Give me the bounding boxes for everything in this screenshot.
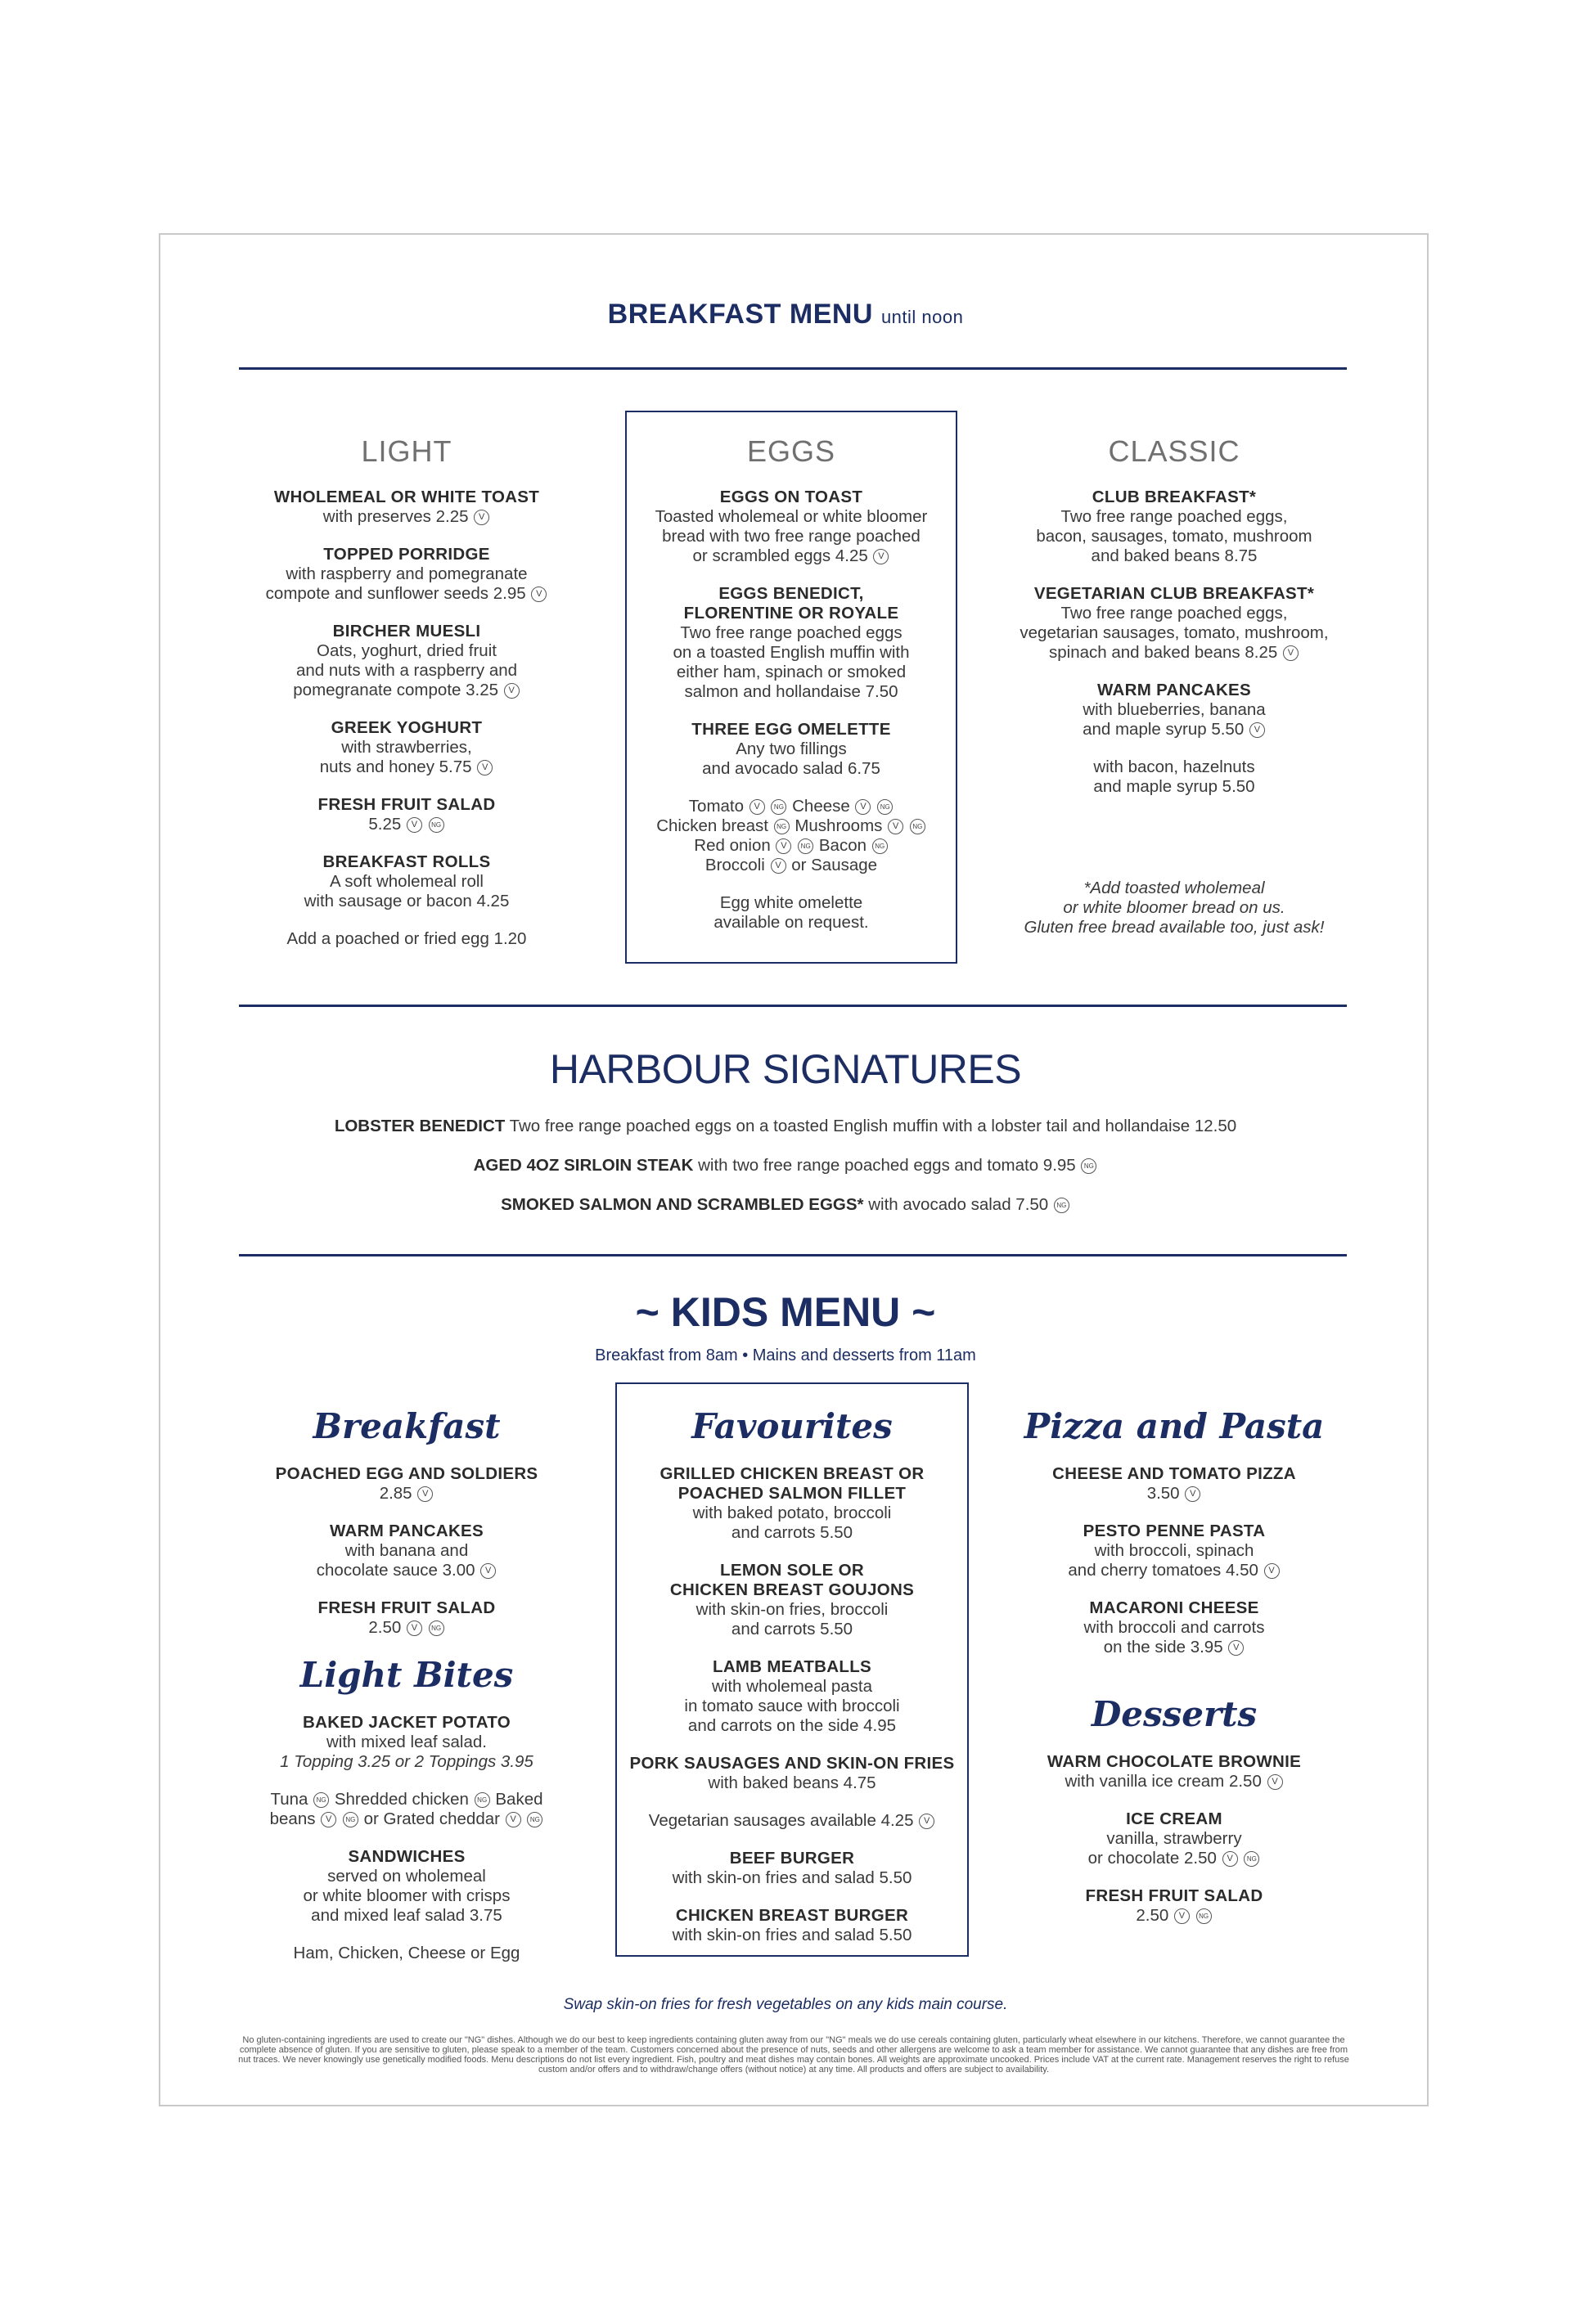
note-line: Gluten free bread available too, just ask!	[1024, 918, 1325, 937]
menu-item-name: VEGETARIAN CLUB BREAKFAST*	[1033, 584, 1315, 603]
menu-item	[617, 1811, 967, 1831]
menu-item	[998, 1598, 1350, 1657]
menu-item-name: PORK SAUSAGES AND SKIN-ON FRIES	[629, 1754, 955, 1773]
menu-item	[998, 757, 1350, 797]
menu-item-name: BIRCHER MUESLI	[332, 622, 481, 641]
vegetarian-icon: V	[506, 1812, 521, 1827]
menu-item	[998, 1809, 1350, 1868]
menu-item	[627, 488, 956, 566]
menu-item	[241, 1522, 573, 1580]
vegetarian-icon: V	[1174, 1908, 1190, 1924]
menu-item	[241, 1944, 573, 1963]
section-heading: Breakfast	[313, 1406, 501, 1446]
no-gluten-icon: NG	[1196, 1908, 1212, 1924]
menu-item	[241, 795, 573, 834]
menu-item-desc: with skin-on fries, broccoli	[695, 1600, 889, 1619]
menu-item-desc: with broccoli and carrots	[1083, 1618, 1265, 1637]
vegetarian-icon: V	[919, 1814, 934, 1829]
menu-item-desc: with vanilla ice cream 2.50 V	[998, 1772, 1350, 1791]
menu-item-desc: 2.85 V	[241, 1484, 573, 1504]
menu-item	[998, 1886, 1350, 1926]
vegetarian-icon: V	[1185, 1486, 1200, 1502]
no-gluten-icon: NG	[774, 819, 790, 834]
menu-item-desc: with skin-on fries and salad 5.50	[672, 1868, 912, 1887]
menu-item-desc: Tuna NG Shredded chicken NG Baked	[270, 1790, 543, 1809]
vegetarian-icon: V	[480, 1563, 496, 1579]
no-gluten-icon: NG	[475, 1792, 490, 1808]
menu-item-desc: pomegranate compote 3.25 V	[241, 681, 573, 700]
menu-item-name: EGGS ON TOAST	[719, 488, 863, 506]
menu-item-desc: or white bloomer with crisps	[303, 1886, 511, 1905]
menu-item-desc: Two free range poached eggs,	[1060, 507, 1288, 526]
menu-item-desc: Any two fillings	[736, 739, 847, 758]
menu-item-desc: or scrambled eggs 4.25 V	[627, 546, 956, 566]
vegetarian-icon: V	[855, 799, 871, 815]
menu-item-name: WHOLEMEAL OR WHITE TOAST	[273, 488, 540, 506]
menu-item	[241, 929, 573, 949]
menu-item-desc: on the side 3.95 V	[998, 1638, 1350, 1657]
signatures-title: HARBOUR SIGNATURES	[549, 1046, 1022, 1092]
signature-desc: with avocado salad 7.50 NG	[868, 1195, 1070, 1214]
menu-item-name: CHEESE AND TOMATO PIZZA	[1052, 1464, 1296, 1483]
menu-item-name: LEMON SOLE OR	[720, 1561, 864, 1580]
signature-name: LOBSTER BENEDICT	[334, 1117, 506, 1135]
section-heading: Favourites	[691, 1406, 893, 1446]
menu-item	[998, 681, 1350, 739]
menu-item	[998, 1464, 1350, 1504]
no-gluten-icon: NG	[527, 1812, 542, 1827]
menu-item	[617, 1754, 967, 1793]
section-heading: LIGHT	[361, 434, 452, 468]
menu-item	[617, 1561, 967, 1639]
menu-item-desc: Ham, Chicken, Cheese or Egg	[293, 1944, 520, 1962]
menu-item-desc: or chocolate 2.50 V NG	[998, 1849, 1350, 1868]
menu-item-name: GRILLED CHICKEN BREAST OR	[659, 1464, 925, 1483]
vegetarian-icon: V	[321, 1812, 336, 1827]
menu-item-name: BAKED JACKET POTATO	[303, 1713, 511, 1732]
menu-item-desc: with banana and	[344, 1541, 469, 1560]
menu-item-desc: Two free range poached eggs	[680, 623, 903, 642]
signature-name: AGED 4OZ SIRLOIN STEAK	[473, 1156, 694, 1175]
kids-light-bites-column	[241, 1654, 573, 1981]
signature-name: SMOKED SALMON AND SCRAMBLED EGGS*	[501, 1195, 864, 1214]
menu-item-desc: Chicken breast NG Mushrooms V NG	[627, 816, 956, 836]
note-line: *Add toasted wholemeal	[1083, 879, 1265, 897]
allergen-fine-print: No gluten-containing ingredients are used to create our "NG" dishes. Although we do our best to keep ingredients containing gluten away from our "NG" meals we do use cereals containing gluten, particularly wheat elsewhere in our kitchens. Therefore, we cannot guarantee the complete absence of gluten. If you are sensitive to gluten, please speak to a member of the team. Customers concerned about the presence of nuts, seeds and other allergens are welcome to ask a team member for assistance. We cannot guarantee that any dishes are free from nut traces. We never knowingly use genetically modified foods. Menu descriptions do not list every ingredient. Fish, poultry and meat dishes may contain bones. All weights are approximate uncooked. Prices include VAT at the current rate. Management reserves the right to refuse custom and/or offers and to withdraw/change offers (without notice) at any time. All products and offers are subject to availability.	[238, 2035, 1349, 2075]
menu-item-desc: and carrots 5.50	[731, 1523, 853, 1542]
vegetarian-icon: V	[417, 1486, 433, 1502]
no-gluten-icon: NG	[910, 819, 925, 834]
menu-item-desc: Vegetarian sausages available 4.25 V	[617, 1811, 967, 1831]
menu-item-desc: with strawberries,	[341, 738, 472, 757]
classic-bread-note	[998, 879, 1350, 937]
menu-item	[241, 488, 573, 527]
menu-item-desc: and baked beans 8.75	[1091, 546, 1258, 565]
menu-item-name: GREEK YOGHURT	[331, 718, 483, 737]
no-gluten-icon: NG	[877, 799, 893, 815]
vegetarian-icon: V	[1228, 1640, 1244, 1656]
menu-item	[241, 1790, 573, 1829]
vegetarian-icon: V	[407, 1621, 422, 1636]
menu-item-name: FRESH FRUIT SALAD	[317, 1598, 496, 1617]
menu-item-desc: vanilla, strawberry	[1106, 1829, 1242, 1848]
menu-item-desc: bread with two free range poached	[662, 527, 921, 546]
menu-item-name: WARM PANCAKES	[1096, 681, 1252, 699]
menu-item-desc: and carrots on the side 4.95	[687, 1716, 897, 1735]
signature-salmon	[0, 1195, 1571, 1215]
menu-item-desc: on a toasted English muffin with	[673, 643, 910, 662]
no-gluten-icon: NG	[313, 1792, 329, 1808]
menu-item-name: MACARONI CHEESE	[1089, 1598, 1259, 1617]
no-gluten-icon: NG	[429, 817, 444, 833]
menu-item-name: POACHED EGG AND SOLDIERS	[275, 1464, 538, 1483]
breakfast-subtitle: until noon	[880, 307, 964, 327]
kids-desserts-column	[998, 1693, 1350, 1944]
vegetarian-icon: V	[1264, 1563, 1280, 1579]
breakfast-menu-title	[0, 299, 1571, 330]
divider-kids	[239, 1254, 1347, 1256]
menu-item-desc: and maple syrup 5.50 V	[998, 720, 1350, 739]
section-heading: EGGS	[746, 434, 836, 468]
menu-item-name: BEEF BURGER	[729, 1849, 855, 1868]
no-gluten-icon: NG	[343, 1812, 358, 1827]
signature-steak	[0, 1156, 1571, 1175]
menu-item-name: CLUB BREAKFAST*	[1092, 488, 1257, 506]
signature-desc: Two free range poached eggs on a toasted English muffin with a lobster tail and hollandaise 12.50	[509, 1117, 1237, 1135]
menu-item-desc: and mixed leaf salad 3.75	[311, 1906, 502, 1925]
menu-item-desc: with blueberries, banana	[1083, 700, 1266, 719]
no-gluten-icon: NG	[1244, 1851, 1259, 1867]
menu-item-name: POACHED SALMON FILLET	[677, 1484, 907, 1503]
menu-item-desc: and cherry tomatoes 4.50 V	[998, 1561, 1350, 1580]
menu-item	[627, 797, 956, 875]
menu-item	[617, 1906, 967, 1945]
menu-item	[998, 584, 1350, 663]
divider-middle	[239, 1005, 1347, 1007]
menu-item-desc: and maple syrup 5.50	[1093, 777, 1255, 796]
menu-item	[241, 545, 573, 604]
menu-item	[241, 852, 573, 911]
menu-item	[241, 1598, 573, 1638]
menu-item	[998, 1752, 1350, 1791]
menu-item-name: FRESH FRUIT SALAD	[317, 795, 496, 814]
vegetarian-icon: V	[474, 510, 489, 525]
menu-item-desc: Toasted wholemeal or white bloomer	[655, 507, 928, 526]
menu-item	[617, 1849, 967, 1888]
menu-item-desc: spinach and baked beans 8.25 V	[998, 643, 1350, 663]
menu-item-desc: in tomato sauce with broccoli	[684, 1697, 900, 1715]
menu-item-name: THREE EGG OMELETTE	[691, 720, 891, 739]
menu-item	[617, 1657, 967, 1736]
menu-item-desc: beans V NG or Grated cheddar V NG	[241, 1809, 573, 1829]
menu-item-desc: with baked beans 4.75	[708, 1773, 876, 1792]
menu-item-name: FLORENTINE OR ROYALE	[683, 604, 899, 623]
menu-item-desc: Oats, yoghurt, dried fruit	[317, 641, 497, 660]
menu-item-desc: Egg white omelette	[719, 893, 863, 912]
menu-item	[241, 718, 573, 777]
menu-item-desc: with raspberry and pomegranate	[286, 564, 528, 583]
menu-item-desc: Add a poached or fried egg 1.20	[286, 929, 527, 948]
kids-favourites-column	[617, 1405, 967, 1963]
menu-item-desc: with baked potato, broccoli	[692, 1504, 892, 1522]
vegetarian-icon: V	[407, 817, 422, 833]
signature-desc: with two free range poached eggs and tomato 9.95 NG	[698, 1156, 1097, 1175]
menu-item-desc: with sausage or bacon 4.25	[304, 892, 510, 910]
menu-item	[617, 1464, 967, 1543]
menu-item-name: WARM PANCAKES	[329, 1522, 484, 1540]
swap-fries-note: Swap skin-on fries for fresh vegetables on any kids main course.	[563, 1996, 1008, 2013]
section-heading: CLASSIC	[1108, 434, 1240, 468]
menu-item-name: CHICKEN BREAST GOUJONS	[669, 1580, 915, 1599]
menu-item-name: BREAKFAST ROLLS	[322, 852, 491, 871]
menu-item-desc: with preserves 2.25 V	[241, 507, 573, 527]
no-gluten-icon: NG	[872, 838, 888, 854]
menu-item-desc: bacon, sausages, tomato, mushroom	[1036, 527, 1312, 546]
menu-item-desc: chocolate sauce 3.00 V	[241, 1561, 573, 1580]
note-line: or white bloomer bread on us.	[1063, 898, 1285, 917]
menu-item	[241, 1713, 573, 1772]
menu-item-name: CHICKEN BREAST BURGER	[675, 1906, 909, 1925]
menu-item-desc: and nuts with a raspberry and	[295, 661, 518, 680]
classic-column	[998, 435, 1350, 815]
menu-item-name: ICE CREAM	[1126, 1809, 1222, 1828]
vegetarian-icon: V	[749, 799, 765, 815]
vegetarian-icon: V	[1267, 1774, 1283, 1790]
menu-item-name: SANDWICHES	[348, 1847, 466, 1866]
vegetarian-icon: V	[504, 683, 520, 699]
no-gluten-icon: NG	[429, 1621, 444, 1636]
vegetarian-icon: V	[1222, 1851, 1238, 1867]
vegetarian-icon: V	[776, 838, 791, 854]
menu-item	[627, 893, 956, 933]
menu-item	[998, 488, 1350, 566]
menu-item-desc: Red onion V NG Bacon NG	[627, 836, 956, 856]
menu-item	[998, 1522, 1350, 1580]
menu-item-price-options: 1 Topping 3.25 or 2 Toppings 3.95	[280, 1752, 533, 1771]
divider-top	[239, 367, 1347, 370]
no-gluten-icon: NG	[771, 799, 786, 815]
menu-item-desc: salmon and hollandaise 7.50	[684, 682, 898, 701]
menu-item-desc: 2.50 V NG	[241, 1618, 573, 1638]
light-column	[241, 435, 573, 967]
menu-item-desc: 2.50 V NG	[998, 1906, 1350, 1926]
menu-item-desc: 3.50 V	[998, 1484, 1350, 1504]
menu-item-name: WARM CHOCOLATE BROWNIE	[1047, 1752, 1302, 1771]
menu-item	[627, 720, 956, 779]
menu-item-desc: with wholemeal pasta	[712, 1677, 872, 1696]
menu-item	[241, 622, 573, 700]
menu-item-desc: Tomato V NG Cheese V NG	[627, 797, 956, 816]
signature-lobster	[0, 1117, 1571, 1136]
no-gluten-icon: NG	[1081, 1158, 1096, 1174]
menu-item-desc: vegetarian sausages, tomato, mushroom,	[1020, 623, 1329, 642]
menu-item-name: LAMB MEATBALLS	[713, 1657, 871, 1676]
kids-menu-subtitle: Breakfast from 8am • Mains and desserts from 11am	[595, 1346, 976, 1364]
vegetarian-icon: V	[771, 858, 786, 874]
menu-item-desc: with mixed leaf salad.	[326, 1733, 487, 1751]
kids-pizza-column	[998, 1405, 1350, 1675]
menu-item-desc: with broccoli, spinach	[1094, 1541, 1254, 1560]
menu-item-desc: with bacon, hazelnuts	[1093, 757, 1255, 776]
vegetarian-icon: V	[1249, 722, 1265, 738]
vegetarian-icon: V	[531, 587, 547, 602]
menu-item-desc: nuts and honey 5.75 V	[241, 757, 573, 777]
menu-item	[627, 584, 956, 702]
menu-item-desc: served on wholemeal	[327, 1867, 486, 1886]
menu-item-name: EGGS BENEDICT,	[718, 584, 864, 603]
menu-item-desc: 5.25 V NG	[241, 815, 573, 834]
menu-item-desc: and carrots 5.50	[731, 1620, 853, 1638]
menu-item-desc: A soft wholemeal roll	[329, 872, 484, 891]
eggs-column	[627, 435, 956, 951]
kids-breakfast-column	[241, 1405, 573, 1656]
vegetarian-icon: V	[477, 760, 493, 775]
menu-item-desc: and avocado salad 6.75	[702, 759, 880, 778]
vegetarian-icon: V	[888, 819, 903, 834]
menu-item-desc: Broccoli V or Sausage	[704, 856, 878, 874]
vegetarian-icon: V	[873, 549, 889, 564]
vegetarian-icon: V	[1283, 645, 1299, 661]
menu-item-desc: with skin-on fries and salad 5.50	[672, 1926, 912, 1944]
menu-item	[241, 1464, 573, 1504]
section-heading: Pizza and Pasta	[1024, 1406, 1325, 1446]
menu-item	[241, 1847, 573, 1926]
kids-menu-title: ~ KIDS MENU ~	[635, 1289, 936, 1335]
menu-item-desc: either ham, spinach or smoked	[676, 663, 907, 681]
breakfast-title-text: BREAKFAST MENU	[607, 299, 873, 330]
section-heading: Light Bites	[299, 1655, 514, 1695]
no-gluten-icon: NG	[798, 838, 813, 854]
menu-item-name: PESTO PENNE PASTA	[1083, 1522, 1266, 1540]
menu-item-desc: compote and sunflower seeds 2.95 V	[241, 584, 573, 604]
menu-item-name: FRESH FRUIT SALAD	[1085, 1886, 1263, 1905]
menu-item-desc: available on request.	[713, 913, 869, 932]
menu-item-name: TOPPED PORRIDGE	[323, 545, 490, 564]
menu-item-desc: Two free range poached eggs,	[1060, 604, 1288, 623]
no-gluten-icon: NG	[1054, 1198, 1069, 1213]
section-heading: Desserts	[1091, 1694, 1258, 1734]
